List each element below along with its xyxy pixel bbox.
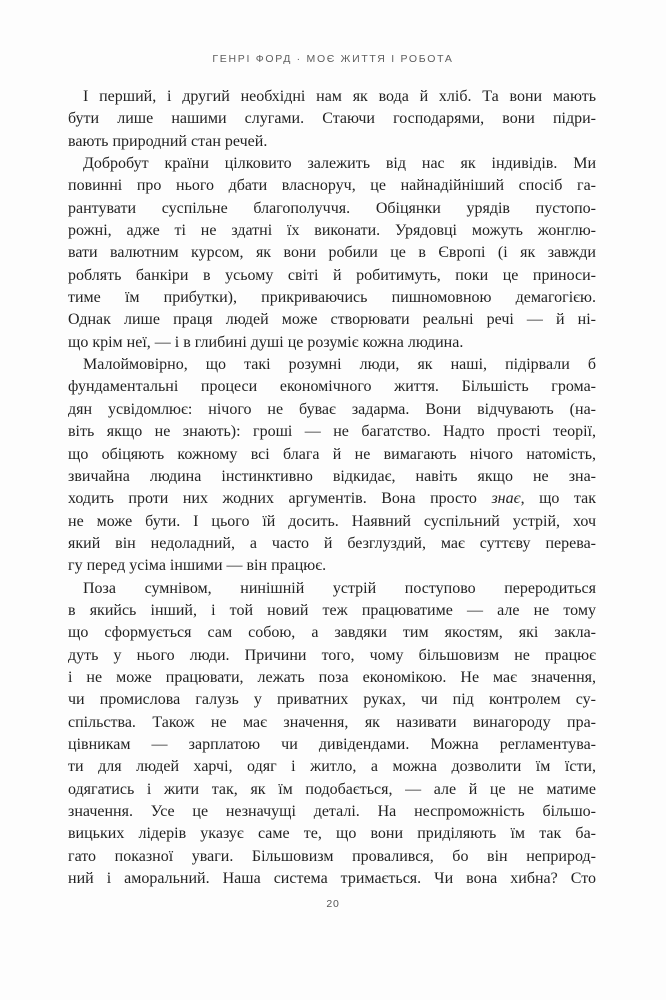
text-line: що крім неї, — і в глибині душі це розуміє кожна людина. [68, 333, 464, 351]
text-line: Поза сумнівом, нинішній устрій поступово переродиться [83, 579, 596, 597]
text-line: і не може працювати, лежать поза економікою. Не має значення, [68, 668, 596, 686]
text-line: ти для людей харчі, одяг і житло, а можна дозволити їм їсти, [68, 758, 596, 776]
text-line: вати валютним курсом, як вони робили це в Європі (і як завжди [68, 244, 596, 262]
page-number: 20 [326, 898, 340, 910]
text-line: ний і аморальний. Наша система тримається. Чи вона хибна? Сто [68, 870, 596, 888]
text-line: чи промислова галузь у приватних руках, чи під контролем су- [68, 691, 596, 709]
text-block [68, 86, 596, 890]
text-line: дян усвідомлює: нічого не буває задарма. Вони відчувають (на- [68, 400, 596, 418]
text-line: фундаментальні процеси економічного життя. Більшість грома- [68, 378, 596, 396]
text-line: бути лише нашими слугами. Стаючи господарями, вони підри- [68, 110, 596, 128]
text-line: що обіцяють кожному всі блага й не вимагають нічого натомість, [68, 445, 596, 463]
text-line: віть якщо не знають): гроші — не багатство. Надто прості теорії, [68, 423, 596, 441]
text-line: рожні, адже ті не здатні їх виконати. Урядовці можуть жонглю- [68, 222, 596, 240]
text-line: Добробут країни цілковито залежить від нас як індивідів. Ми [83, 155, 596, 173]
text-line: не може бути. І цього їй досить. Наявний суспільний устрій, хоч [68, 512, 596, 530]
text-line: в якийсь інший, і той новий теж працюватиме — але не тому [68, 601, 596, 619]
text-line: спільства. Також не має значення, як називати винагороду пра- [68, 713, 596, 731]
text-line: повинні про нього дбати власноруч, це найнадійніший спосіб га- [68, 177, 596, 195]
text-line: звичайна людина інстинктивно відкидає, навіть якщо не зна- [68, 467, 596, 485]
text-line: роблять банкіри в усьому світі й робитимуть, поки це приноси- [68, 266, 596, 284]
text-line: тиме їм прибутки), прикриваючись пишномовною демагогією. [68, 289, 596, 307]
text-line: цівникам — зарплатою чи дивідендами. Можна регламентува- [68, 735, 596, 753]
paragraph [68, 86, 596, 153]
text-line: ходить проти них жодних аргументів. Вона просто знає, що так [68, 490, 597, 508]
text-line: Малоймовірно, що такі розумні люди, як наші, підірвали б [83, 356, 596, 374]
paragraph [68, 578, 596, 891]
text-line: дуть у нього люди. Причини того, чому більшовизм не працює [68, 646, 596, 664]
text-line: який він недоладний, а часто й безглуздий, має суттєву перева- [68, 534, 596, 552]
paragraph [68, 354, 596, 577]
text-line: вицьких лідерів указує саме те, що вони приділяють їм так ба- [68, 825, 596, 843]
italic-text: знає [491, 490, 521, 508]
paragraph [68, 153, 596, 354]
text-line: Однак лише праця людей може створювати реальні речі — й ні- [68, 311, 596, 329]
text-line: що сформується сам собою, а завдяки тим якостям, які закла- [68, 624, 596, 642]
running-header: ГЕНРІ ФОРД · МОЄ ЖИТТЯ І РОБОТА [212, 53, 454, 65]
text-line: значення. Усе це незначущі деталі. На неспроможність більшо- [68, 803, 596, 820]
text-line: І перший, і другий необхідні нам як вода й хліб. Та вони мають [83, 88, 596, 105]
text-line: вають природний стан речей. [68, 132, 268, 150]
text-line: гу перед усіма іншими — він працює. [68, 557, 327, 575]
text-line: гато показної уваги. Більшовизм провалився, бо він неприрод- [68, 847, 596, 865]
text-line: рантувати суспільне благополуччя. Обіцянки урядів пустопо- [68, 199, 596, 217]
text-line: одягатись і жити так, як їм подобається, — але й це не матиме [68, 780, 596, 798]
